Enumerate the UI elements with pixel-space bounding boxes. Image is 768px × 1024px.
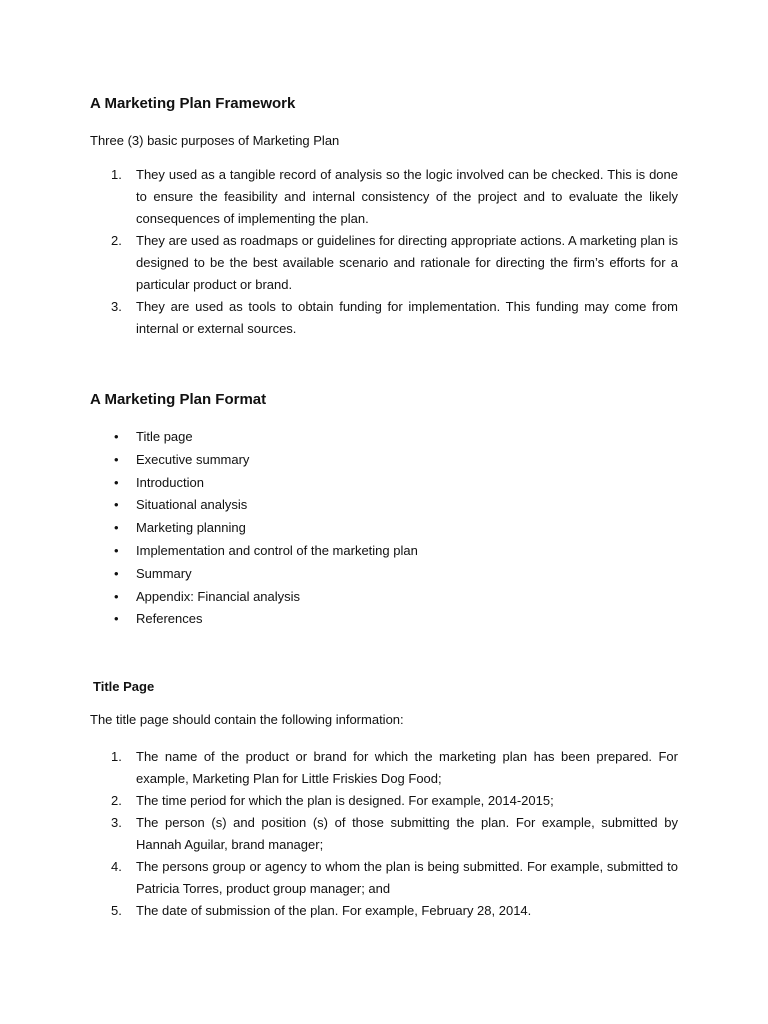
list-item: [90, 230, 678, 296]
bullet-icon: •: [114, 429, 119, 444]
list-item: [90, 517, 678, 540]
list-item: [90, 586, 678, 609]
list-item-text: Implementation and control of the marketing plan: [136, 542, 418, 558]
list-item: [90, 296, 678, 340]
list-number: 2.: [111, 793, 122, 808]
bullet-icon: •: [114, 588, 119, 604]
list-number: 3.: [111, 815, 122, 830]
bullet-icon: •: [114, 565, 119, 581]
list-item: [90, 856, 678, 900]
format-heading: A Marketing Plan Format: [90, 391, 267, 408]
list-item-text: Situational analysis: [136, 497, 248, 513]
list-item-text: The name of the product or brand for which the marketing plan has been prepared. For example, Marketing Plan for Little Friskies Dog Food;: [136, 749, 678, 786]
list-item-text: Appendix: Financial analysis: [136, 588, 301, 604]
bullet-icon: •: [114, 542, 119, 558]
list-item: [90, 426, 678, 449]
list-item-text: Summary: [136, 565, 192, 581]
list-item: [90, 812, 678, 856]
list-item-text: They used as a tangible record of analysis so the logic involved can be checked. This is done to ensure the feasibility and internal consistency of the project and to evaluate the likely consequences of implementing the plan.: [136, 167, 678, 226]
list-item-text: Marketing planning: [136, 520, 246, 536]
list-item-text: Executive summary: [136, 451, 250, 467]
bullet-icon: •: [114, 451, 119, 467]
list-number: 1.: [111, 167, 122, 182]
list-number: 4.: [111, 859, 122, 874]
list-item: [90, 746, 678, 790]
list-item-text: The time period for which the plan is designed. For example, 2014-2015;: [136, 793, 554, 808]
bullet-icon: •: [114, 520, 119, 536]
list-number: 2.: [111, 233, 122, 248]
framework-purposes-list: [90, 164, 678, 340]
format-bullet-list: [90, 426, 678, 631]
bullet-icon: •: [114, 474, 119, 490]
list-item-text: References: [136, 611, 203, 627]
list-item: [90, 540, 678, 563]
framework-heading: A Marketing Plan Framework: [90, 95, 296, 112]
list-item-text: Title page: [136, 429, 193, 444]
list-number: 3.: [111, 299, 122, 314]
list-number: 5.: [111, 903, 122, 918]
list-item: [90, 608, 678, 631]
list-item: [90, 900, 678, 922]
bullet-icon: •: [114, 611, 119, 627]
list-item-text: They are used as tools to obtain funding for implementation. This funding may come from internal or external sources.: [136, 299, 678, 336]
list-number: 1.: [111, 749, 122, 764]
list-item: [90, 563, 678, 586]
title-page-info-list: [90, 746, 678, 922]
list-item-text: They are used as roadmaps or guidelines for directing appropriate actions. A marketing plan is designed to be the best available scenario and rationale for directing the firm’s efforts for a particular product or brand.: [136, 233, 678, 292]
framework-intro: Three (3) basic purposes of Marketing Plan: [90, 133, 340, 148]
list-item-text: The persons group or agency to whom the plan is being submitted. For example, submitted to Patricia Torres, product group manager; and: [136, 859, 678, 896]
title-page-intro: The title page should contain the following information:: [90, 712, 404, 727]
list-item: [90, 164, 678, 230]
list-item: [90, 472, 678, 495]
list-item-text: The person (s) and position (s) of those submitting the plan. For example, submitted by Hannah Aguilar, brand manager;: [136, 815, 678, 852]
list-item: [90, 449, 678, 472]
bullet-icon: •: [114, 497, 119, 513]
list-item-text: Introduction: [136, 474, 204, 490]
title-page-heading: Title Page: [93, 679, 155, 694]
list-item-text: The date of submission of the plan. For example, February 28, 2014.: [136, 903, 532, 918]
list-item: [90, 790, 678, 812]
list-item: [90, 494, 678, 517]
